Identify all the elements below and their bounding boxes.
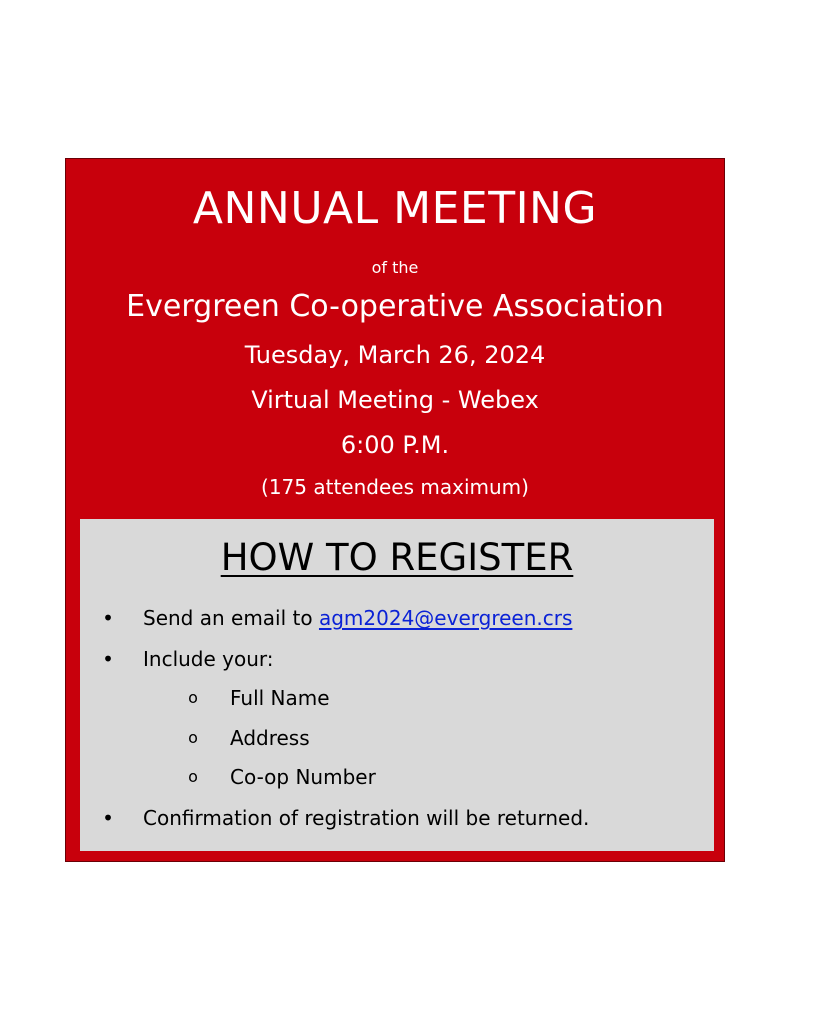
meeting-time: 6:00 P.M. [340,431,450,459]
list-item-confirmation [80,803,714,833]
meeting-title: ANNUAL MEETING [192,183,598,234]
attendee-capacity: (175 attendees maximum) [261,475,529,499]
bullet-icon: • [102,806,114,830]
organization-name: Evergreen Co-operative Association [126,289,664,324]
sub-item-address [80,723,714,753]
field-full-name: Full Name [230,686,330,710]
bullet-icon: • [102,647,114,671]
send-email-prefix: Send an email to [143,606,319,630]
list-item-include [80,644,714,674]
list-item-send-email [80,603,714,633]
send-email-text [143,603,572,633]
meeting-flyer [65,158,725,862]
circle-bullet-icon: o [188,767,198,786]
circle-bullet-icon: o [188,688,198,707]
field-coop-number: Co-op Number [230,765,376,789]
of-the-text: of the [371,258,419,277]
circle-bullet-icon: o [188,728,198,747]
meeting-venue: Virtual Meeting - Webex [251,386,539,414]
email-link[interactable]: agm2024@evergreen.crs [318,606,573,630]
sub-item-full-name [80,683,714,713]
field-address: Address [230,726,310,750]
meeting-date: Tuesday, March 26, 2024 [244,341,546,369]
confirmation-text: Confirmation of registration will be returned. [143,806,590,830]
sub-item-coop-number [80,762,714,792]
include-text: Include your: [143,647,274,671]
bullet-icon: • [102,606,114,630]
registration-panel [80,519,714,851]
register-heading: HOW TO REGISTER [220,536,574,579]
